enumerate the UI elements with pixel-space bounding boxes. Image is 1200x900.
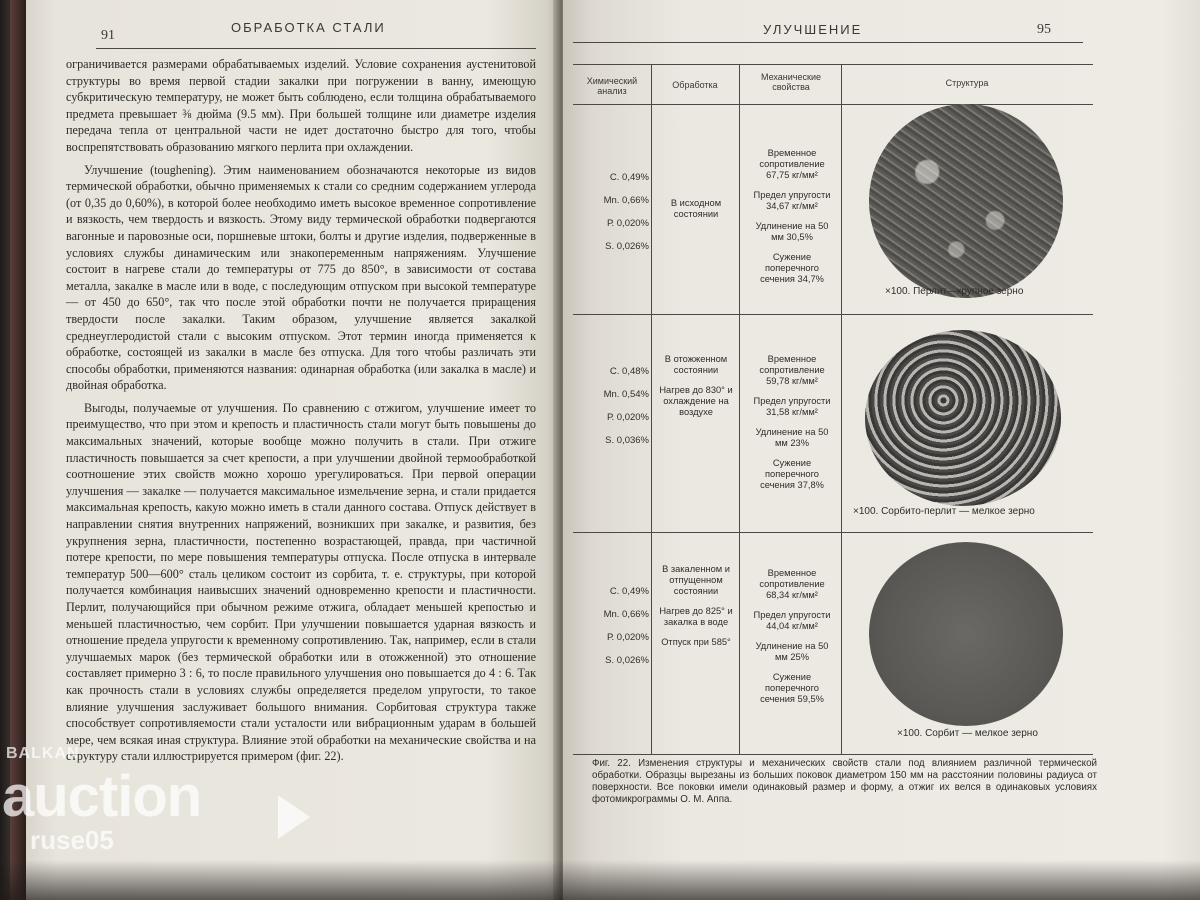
row2-mech	[749, 354, 835, 500]
left-header-rule	[96, 48, 536, 49]
paragraph-toughening: Улучшение (toughening). Этим наименованием обозначаются некоторые из видов термической обработки, обычно применяемых к стали со средним содержанием углерода (от 0,35 до 0,60%), в которой более необходимо иметь высокое временное сопротивление и вязкость, чем твердость и вязкость. Этому виду термической обработки подвергаются вагонные и паровозные оси, поршневые штоки, болты и другие изделия, подверженные в условиях службы динамическим или знакопеременным напряжениям. Улучшение состоит в нагреве стали до температуры от 775 до 850°, в зависимости от состава металла, закалке в масле или в воде, с последующим отпуском при высокой температуре — от 450 до 650°, так что после этой обработки почти не получается приращения твердости после закалки. Таким образом, улучшение является закалкой среднеуглеродистой стали с высоким отпуском. Этот термин иногда применяется к обработке, состоящей из закалки в масле без отпуска. Для того чтобы различать эти способы обработки, применяются названия: одинарная обработка (или закалка в масле) и двойная обработка.	[66, 162, 536, 393]
row2-treatment-state: В отожженном состоянии	[664, 354, 728, 375]
row3-mech	[749, 568, 835, 714]
row3-micrograph-caption: ×100. Сорбит — мелкое зерно	[897, 728, 1038, 739]
row2-phosphorus: Р. 0,020%	[606, 412, 649, 423]
watermark-auction: auction	[2, 764, 202, 829]
row3-manganese: Mn. 0,66%	[603, 609, 649, 620]
right-running-head: УЛУЧШЕНИЕ	[763, 22, 863, 37]
row2-micrograph-caption: ×100. Сорбито-перлит — мелкое зерно	[853, 506, 1035, 517]
row1-treatment	[665, 198, 727, 229]
micrograph-sorbite-pearlite	[865, 330, 1061, 506]
figure-caption: Фиг. 22. Изменения структуры и механических свойств стали под влиянием различной термической обработки. Образцы вырезаны из больших поковок диаметром 150 мм на расстоянии половины радиуса от поверхности. Все поковки имели одинаковый размер и форму, а отжиг их велся в одинаковых условиях фотомикрограммы О. М. Аппа.	[592, 758, 1097, 805]
header-chem: Химический анализ	[586, 76, 638, 96]
row1-carbon: С. 0,49%	[609, 172, 649, 183]
left-page-number: 91	[101, 28, 115, 43]
left-body-text	[66, 56, 536, 771]
left-running-head: ОБРАБОТКА СТАЛИ	[231, 20, 386, 35]
right-page-number: 95	[1037, 22, 1051, 37]
row1-tensile: Временное сопротивление 67,75 кг/мм²	[759, 148, 825, 180]
row2-treatment-process: Нагрев до 830° и охлаждение на воздухе	[659, 385, 733, 417]
row2-sulfur: S. 0,036%	[605, 435, 649, 446]
row1-phosphorus: Р. 0,020%	[606, 218, 649, 229]
row1-manganese: Mn. 0,66%	[603, 195, 649, 206]
row3-treatment-temper: Отпуск при 585°	[661, 637, 731, 647]
micrograph-sorbite-fine	[869, 542, 1063, 726]
row2-treatment	[657, 354, 735, 427]
row3-tensile: Временное сопротивление 68,34 кг/мм²	[759, 568, 825, 600]
row1-sulfur: S. 0,026%	[605, 241, 649, 252]
row2-carbon: С. 0,48%	[609, 366, 649, 377]
row2-reduction: Сужение поперечного сечения 37,8%	[760, 458, 824, 490]
row1-micrograph-caption: ×100. Перлит—крупное зерно	[885, 286, 1024, 297]
row3-treatment-quench: Нагрев до 825° и закалка в воде	[659, 606, 733, 627]
row1-chem	[577, 172, 649, 264]
row3-chem	[577, 586, 649, 678]
header-mech: Механические свойства	[761, 72, 821, 92]
header-structure: Структура	[945, 78, 989, 88]
row3-carbon: С. 0,49%	[609, 586, 649, 597]
row2-elongation: Удлинение на 50 мм 23%	[755, 427, 829, 448]
watermark-user: ruse05	[30, 825, 114, 855]
table-bottom-rule	[573, 754, 1093, 755]
micrograph-pearlite-coarse	[869, 104, 1063, 298]
row3-phosphorus: Р. 0,020%	[606, 632, 649, 643]
properties-table	[573, 64, 1093, 764]
row1-yield: Предел упругости 34,67 кг/мм²	[753, 190, 831, 211]
paragraph-benefits: Выгоды, получаемые от улучшения. По сравнению с отжигом, улучшение имеет то преимущество, что при этом и крепость и пластичность стали могут быть повышены до максимальных значений, которые вообще можно получить в стали. При отжиге пластичность повышается за счет крепости, а при улучшении двойной термообработкой соотношение этих свойств можно хорошо урегулироваться. При первой операции улучшения — закалке — получается максимальное измельчение зерна, и стали придается максимальная крепость, какую можно иметь в стали данного состава. Отпуск действует в направлении снятия внутренних напряжений, возникших при закалке, и развития, без укрупнения зерна, пластичности, постепенно возрастающей, правда, при частичной потере крепости, по мере повышения температуры отпуска. После отпуска в интервале температур 500—600° сталь целиком состоит из сорбита, т. е. структуры, при которой получается комбинация наивысших значений одновременно крепости и пластичности. Перлит, получающийся при обычном режиме отжига, обладает меньшей крепостью и меньшей пластичностью, чем сорбит. При улучшении повышается ударная вязкость и отношение предела упругости к временному сопротивлению. Так, например, если в стали улучшаемых марок (без термической обработки или в отожженной) это отношение составляет примерно 3 : 6, то после правильного улучшения оно повышается до 4 : 6. Так как прочность стали в условиях службы определяется пределом упругости, то такое влияние улучшения заслуживает большого внимания. Сорбитовая структура также способствует сопротивляемости стали усталости или вибрационным ударам в большей мере, чем всякая иная структура. Влияние этой обработки на механические свойства и на структуру стали иллюстрируется примером (фиг. 22).	[66, 400, 536, 764]
table-col-rule-3	[841, 64, 842, 754]
table-col-rule-2	[739, 64, 740, 754]
watermark-balkan: BALKAN	[6, 745, 80, 762]
row2-chem	[577, 366, 649, 458]
row2-tensile: Временное сопротивление 59,78 кг/мм²	[759, 354, 825, 386]
bottom-shadow	[0, 860, 1200, 900]
row1-reduction: Сужение поперечного сечения 34,7%	[760, 252, 824, 284]
row1-mech	[749, 148, 835, 294]
row1-treatment-line: В исходном состоянии	[670, 198, 722, 219]
right-header-rule	[573, 42, 1083, 43]
header-treatment: Обработка	[672, 80, 718, 90]
paragraph-1: ограничивается размерами обрабатываемых изделий. Условие сохранения аустенитовой структуры во время первой стадии закалки при погружении в ванну, имеющую субкритическую температуру, не может быть соблюдено, если толщина обрабатываемого предмета превышает ⅜ дюйма (9.5 мм). При большей толщине или диаметре изделия передача тепла от центральной части не идет достаточно быстро для того, чтобы воспрепятствовать образованию мягкого перлита при охлаждении.	[66, 57, 536, 154]
row3-sulfur: S. 0,026%	[605, 655, 649, 666]
row3-treatment	[657, 564, 735, 657]
row3-elongation: Удлинение на 50 мм 25%	[755, 641, 829, 662]
row3-treatment-state: В закаленном и отпущенном состоянии	[662, 564, 730, 596]
row3-yield: Предел упругости 44,04 кг/мм²	[753, 610, 831, 631]
row1-elongation: Удлинение на 50 мм 30,5%	[755, 221, 829, 242]
left-page	[26, 0, 561, 900]
row3-reduction: Сужение поперечного сечения 59,5%	[760, 672, 824, 704]
row2-yield: Предел упругости 31,58 кг/мм²	[753, 396, 831, 417]
row2-manganese: Mn. 0,54%	[603, 389, 649, 400]
table-col-rule-1	[651, 64, 652, 754]
